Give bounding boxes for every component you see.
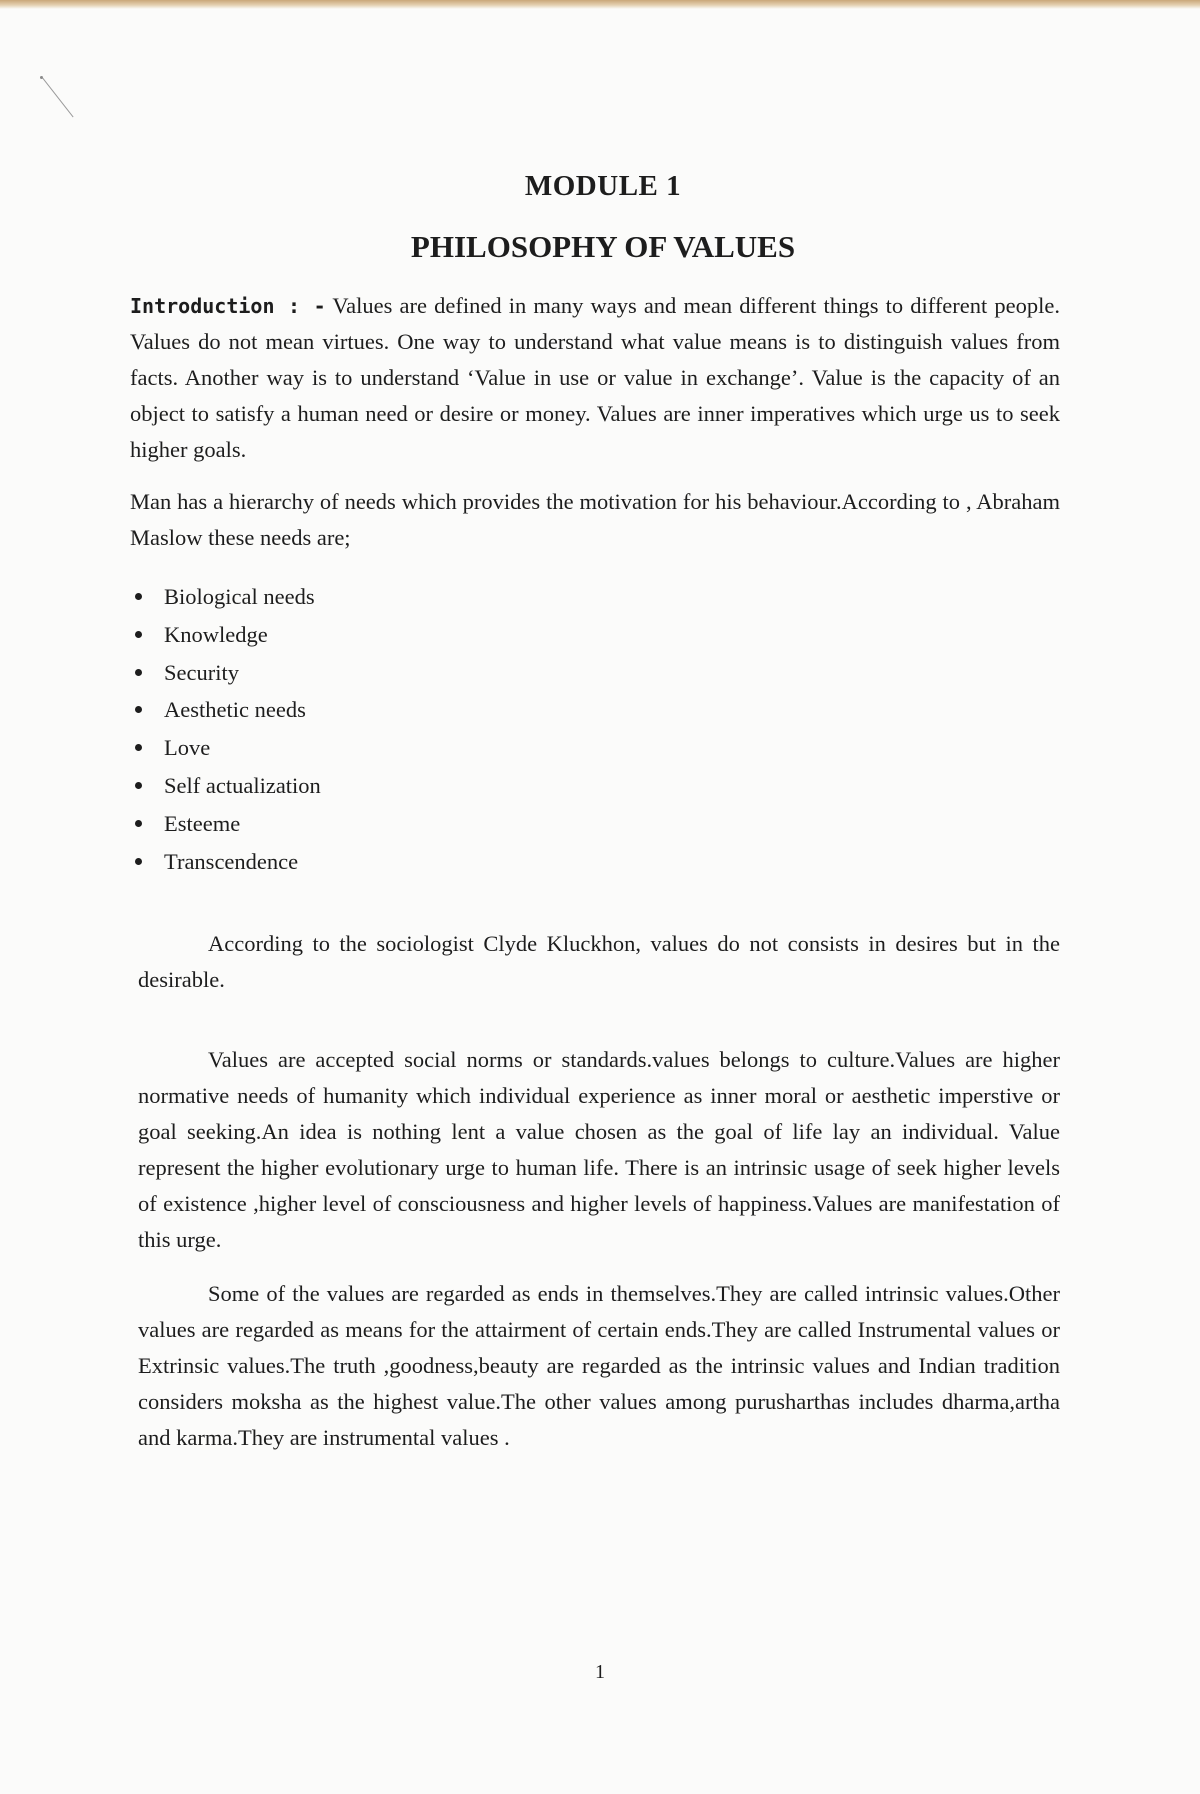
list-item: Knowledge: [130, 616, 1060, 654]
intro-text: Values are defined in many ways and mean different things to different people. Values do not mean virtues. One way to understand what value means is to distinguish values from facts. Another way is to understand ‘Value in use or value in exchange’. Value is the capacity of an object to satisfy a human need or desire or money. Values are inner imperatives which urge us to seek higher goals.: [130, 293, 1061, 462]
bullet-icon: [135, 744, 142, 751]
scan-top-edge: [0, 0, 1200, 9]
page-number: 1: [595, 1661, 605, 1683]
list-item: Transcendence: [130, 843, 1060, 881]
scan-mark: [42, 77, 74, 117]
list-item: Biological needs: [130, 578, 1060, 616]
bullet-icon: [135, 820, 142, 827]
page-content: [130, 168, 1060, 1456]
module-heading: MODULE 1: [524, 170, 682, 202]
hierarchy-paragraph: Man has a hierarchy of needs which provides the motivation for his behaviour.According to , Abraham Maslow these needs are;: [130, 489, 1060, 550]
list-item: Security: [130, 654, 1060, 692]
values-paragraph: Values are accepted social norms or standards.values belongs to culture.Values are higher normative needs of humanity which individual experience as inner moral or aesthetic imperstive or goal seeking.An idea is nothing lent a value chosen as the goal of life lay an individual. Value represent the higher evolutionary urge to human life. There is an intrinsic usage of seek higher levels of existence ,higher level of consciousness and higher levels of happiness.Values are manifestation of this urge.: [138, 1047, 1060, 1253]
bullet-icon: [135, 593, 142, 600]
intro-label: Introduction : -: [130, 294, 326, 318]
bullet-icon: [135, 706, 142, 713]
list-item: Self actualization: [130, 767, 1060, 805]
list-item: Love: [130, 729, 1060, 767]
bullet-icon: [135, 631, 142, 638]
kluckhon-paragraph: According to the sociologist Clyde Kluckhon, values do not consists in desires but in the desirable.: [138, 931, 1060, 993]
bullet-icon: [135, 858, 142, 865]
intrinsic-values-paragraph: Some of the values are regarded as ends in themselves.They are called intrinsic values.Other values are regarded as means for the attairment of certain ends.They are called Instrumental values or Extrinsic values.The truth ,goodness,beauty are regarded as the intrinsic values and Indian tradition considers moksha as the highest value.The other values among purusharthas includes dharma,artha and karma.They are instrumental values .: [138, 1281, 1060, 1451]
needs-list: [130, 578, 1060, 880]
bullet-icon: [135, 669, 142, 676]
list-item: Aesthetic needs: [130, 691, 1060, 729]
bullet-icon: [135, 782, 142, 789]
intro-paragraph: [130, 288, 1060, 468]
list-item: Esteeme: [130, 805, 1060, 843]
page-title: PHILOSOPHY OF VALUES: [410, 229, 796, 264]
